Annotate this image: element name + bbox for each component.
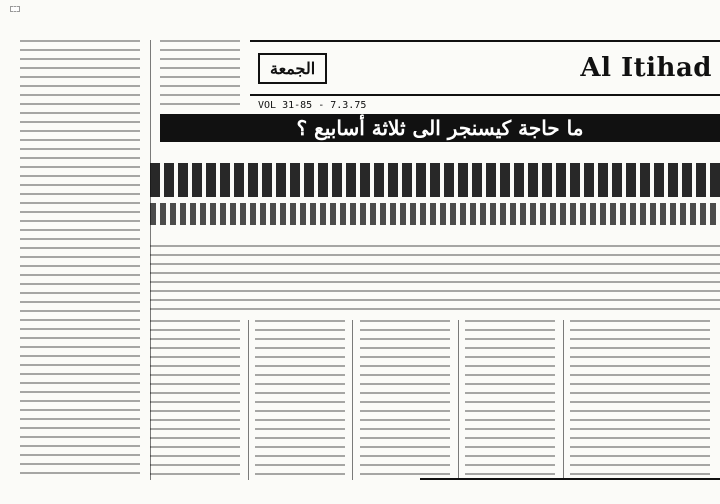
headline-line-1 [150, 163, 720, 197]
left-column-text [20, 40, 140, 480]
lead-text [150, 245, 720, 315]
top-left-text [160, 40, 240, 110]
footer [420, 478, 720, 500]
masthead [250, 40, 720, 96]
headline-line-2 [150, 203, 720, 225]
issue-info [250, 96, 720, 114]
column-rule-3 [352, 320, 353, 480]
col-b-text [255, 320, 345, 480]
col-e-text [570, 320, 710, 480]
col-d-text [465, 320, 555, 480]
col-a-text [150, 320, 240, 480]
banner-headline: ما حاجة كيسنجر الى ثلاثة أسابيع ؟ [160, 114, 720, 142]
issue-left: VOL 31-85 - 7.3.75 [258, 99, 367, 111]
transcription-note [10, 6, 20, 12]
main-headline [150, 150, 720, 238]
col-c-text [360, 320, 450, 480]
newspaper-title: Al Itihad [580, 53, 712, 83]
column-rule-2 [248, 320, 249, 480]
day-label: الجمعة [258, 53, 327, 84]
column-rule-4 [458, 320, 459, 480]
column-rule-5 [563, 320, 564, 480]
